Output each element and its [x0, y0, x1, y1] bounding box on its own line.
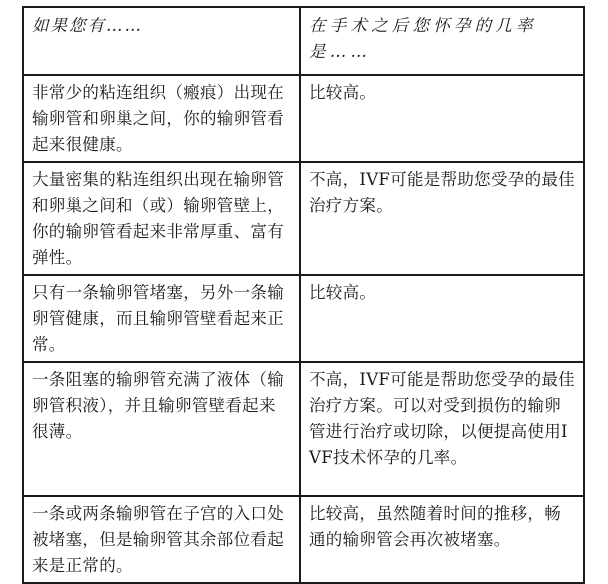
condition-cell: 一条阻塞的输卵管充满了液体（输卵管积液），并且输卵管壁看起来很薄。 — [23, 362, 300, 496]
condition-cell: 大量密集的粘连组织出现在输卵管和卵巢之间和（或）输卵管壁上，你的输卵管看起来非常厚重、富有弹性。 — [23, 162, 300, 275]
condition-cell: 只有一条输卵管堵塞，另外一条输卵管健康，而且输卵管壁看起来正常。 — [23, 275, 300, 362]
odds-cell: 不高，IVF可能是帮助您受孕的最佳治疗方案。可以对受到损伤的输卵管进行治疗或切除，以便提高使用IVF技术怀孕的几率。 — [300, 362, 584, 496]
table-row — [23, 496, 584, 583]
table-row — [23, 362, 584, 496]
table-header-row — [23, 7, 584, 75]
odds-cell: 比较高，虽然随着时间的推移，畅通的输卵管会再次被堵塞。 — [300, 496, 584, 583]
header-pregnancy-odds: 在手术之后您怀孕的几率是…… — [300, 7, 584, 75]
odds-cell: 比较高。 — [300, 75, 584, 162]
condition-cell: 一条或两条输卵管在子宫的入口处被堵塞，但是输卵管其余部位看起来是正常的。 — [23, 496, 300, 583]
table-row — [23, 162, 584, 275]
fertility-odds-table — [22, 6, 585, 584]
table-row — [23, 275, 584, 362]
header-condition: 如果您有…… — [23, 7, 300, 75]
condition-cell: 非常少的粘连组织（瘢痕）出现在输卵管和卵巢之间，你的输卵管看起来很健康。 — [23, 75, 300, 162]
table-row — [23, 75, 584, 162]
odds-cell: 不高，IVF可能是帮助您受孕的最佳治疗方案。 — [300, 162, 584, 275]
odds-cell: 比较高。 — [300, 275, 584, 362]
